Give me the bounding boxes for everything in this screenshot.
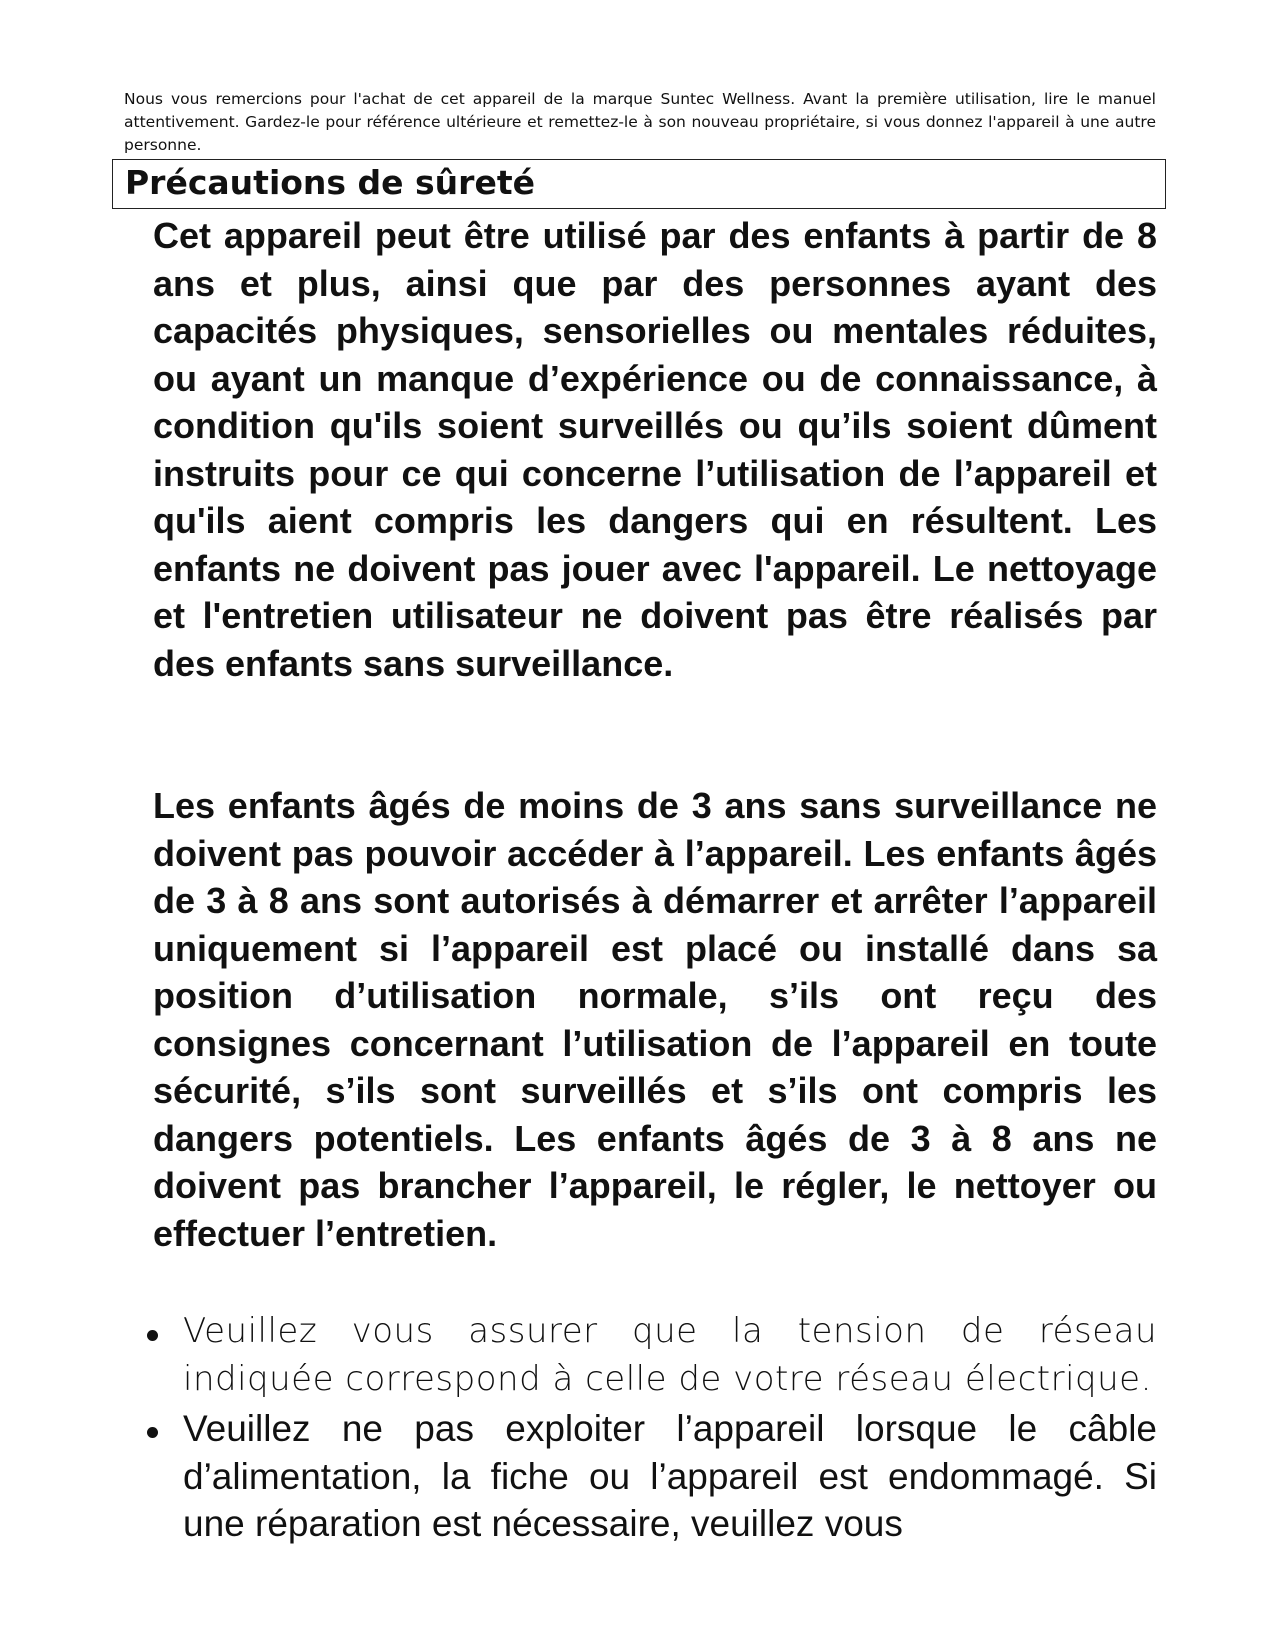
section-header-box — [112, 159, 1166, 209]
warning-paragraph-young-children: Les enfants âgés de moins de 3 ans sans surveillance ne doivent pas pouvoir accéder à l’appareil. Les enfants âgés de 3 à 8 ans sont autorisés à démarrer et arrêter l’appareil uniquement si l’appareil est placé ou installé dans sa position d’utilisation normale, s’ils ont reçu des consignes concernant l’utilisation de l’appareil en toute sécurité, s’ils sont surveillés et s’ils ont compris les dangers potentiels. Les enfants âgés de 3 à 8 ans ne doivent pas brancher l’appareil, le régler, le nettoyer ou effectuer l’entretien. — [153, 785, 1157, 1254]
bullet-icon — [147, 1330, 158, 1341]
bullet-text-damaged-cable: Veuillez ne pas exploiter l’appareil lorsque le câble d’alimentation, la fiche ou l’appareil est endommagé. Si une réparation est nécessaire, veuillez vous — [183, 1408, 1157, 1544]
bullet-icon — [147, 1427, 158, 1438]
list-item — [135, 1308, 1157, 1403]
intro-paragraph: Nous vous remercions pour l'achat de cet appareil de la marque Suntec Wellness. Avant la première utilisation, lire le manuel attentivement. Gardez-le pour référence ultérieure et remettez-le à son nouveau propriétaire, si vous donnez l'appareil à une autre personne. — [124, 90, 1156, 154]
bullet-text-voltage: Veuillez vous assurer que la tension de réseau indiquée correspond à celle de votre réseau électrique. — [183, 1311, 1157, 1399]
list-item — [135, 1405, 1157, 1548]
warning-paragraph-children: Cet appareil peut être utilisé par des enfants à partir de 8 ans et plus, ainsi que par des personnes ayant des capacités physiques, sensorielles ou mentales réduites, ou ayant un manque d’expérience ou de connaissance, à condition qu'ils soient surveillés ou qu’ils soient dûment instruits pour ce qui concerne l’utilisation de l’appareil et qu'ils aient compris les dangers qui en résultent. Les enfants ne doivent pas jouer avec l'appareil. Le nettoyage et l'entretien utilisateur ne doivent pas être réalisés par des enfants sans surveillance. — [153, 215, 1157, 684]
section-title: Précautions de sûreté — [125, 163, 535, 202]
safety-bullet-list — [135, 1308, 1157, 1548]
